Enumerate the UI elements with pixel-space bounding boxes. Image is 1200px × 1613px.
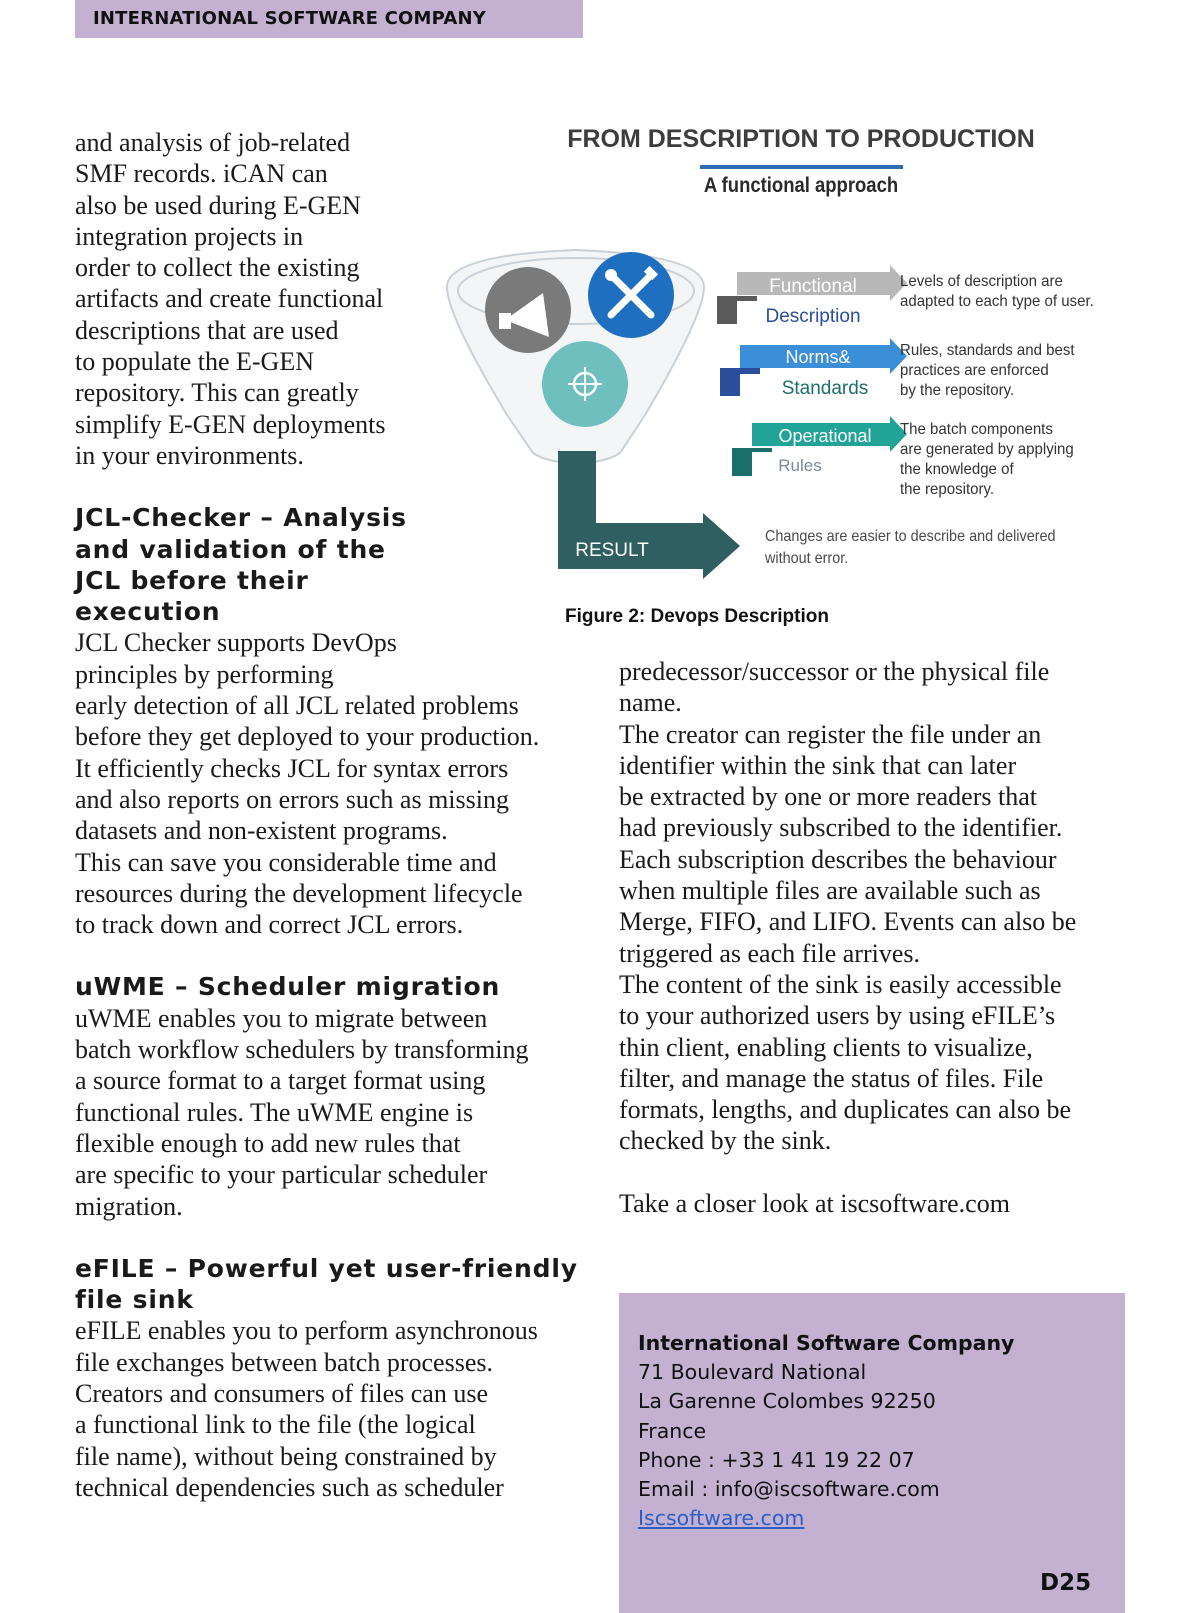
tools-icon xyxy=(588,252,674,338)
arrow-operational-line-1: Operational xyxy=(778,426,872,446)
efile-body: eFILE enables you to perform asynchronous file exchanges between batch processes. Creators and consumers of files can use a functional link to the file (the logical file name), without being constrained by technical dependencies such as scheduler xyxy=(75,1316,538,1502)
arrow-functional-line-2: Description xyxy=(765,306,861,327)
efile-heading: eFILE – Powerful yet user-friendly file sink xyxy=(75,1253,578,1315)
arrow-norms-line-2: Standards xyxy=(781,378,869,399)
contact-phone: Phone : +33 1 41 19 22 07 xyxy=(638,1447,915,1472)
note-operational-line-1: The batch components xyxy=(900,420,1053,439)
contact-box xyxy=(619,1293,1125,1613)
arrow-functional-line-1: Functional xyxy=(769,276,857,297)
devops-figure xyxy=(445,115,1135,645)
right-column xyxy=(619,656,1139,1219)
header-company: INTERNATIONAL SOFTWARE COMPANY xyxy=(93,8,487,29)
contact-street: 71 Boulevard National xyxy=(638,1360,867,1385)
result-note-line-1: Changes are easier to describe and delivered xyxy=(765,527,1056,546)
uwme-body: uWME enables you to migrate between batch workflow schedulers by transforming a source format to a target format using functional rules. The uWME engine is flexible enough to add new rules that are specific to your particular scheduler migration. xyxy=(75,1003,529,1221)
contact-company: International Software Company xyxy=(638,1331,1015,1355)
closing-line: Take a closer look at iscsoftware.com xyxy=(619,1188,1010,1218)
result-note-line-2: without error. xyxy=(765,549,849,568)
website-link[interactable]: Iscsoftware.com xyxy=(638,1506,805,1531)
result-label: RESULT xyxy=(575,540,649,561)
devops-diagram xyxy=(445,115,1135,645)
note-norms-line-2: practices are enforced xyxy=(900,361,1049,380)
figure-caption: Figure 2: Devops Description xyxy=(565,606,829,627)
note-operational-line-2: are generated by applying xyxy=(900,440,1074,459)
figure-title: FROM DESCRIPTION TO PRODUCTION xyxy=(567,125,1035,153)
target-icon xyxy=(542,341,628,427)
arrow-norms-line-1: Norms& xyxy=(785,347,851,367)
arrow-operational-line-2: Rules xyxy=(778,456,822,475)
megaphone-icon xyxy=(485,267,571,353)
jcl-checker-body: JCL Checker supports DevOps principles by performing early detection of all JCL related problems before they get deployed to your production. It efficiently checks JCL for syntax errors and also reports on errors such as missing datasets and non-existent programs. This can save you considerable time and resources during the development lifecycle to track down and correct JCL errors. xyxy=(75,628,540,940)
note-norms-line-1: Rules, standards and best xyxy=(900,341,1075,360)
header-bar xyxy=(75,0,583,38)
note-operational-line-4: the repository. xyxy=(900,480,995,499)
figure-subtitle: A functional approach xyxy=(703,173,899,198)
note-functional-line-1: Levels of description are xyxy=(900,272,1063,291)
contact-email: Email : info@iscsoftware.com xyxy=(638,1477,940,1502)
page-number: D25 xyxy=(1040,1570,1092,1596)
jcl-checker-heading: JCL-Checker – Analysis and validation of the JCL before their execution xyxy=(75,503,407,627)
contact-country: France xyxy=(638,1418,707,1443)
figure-title-underline xyxy=(700,165,903,169)
contact-city: La Garenne Colombes 92250 xyxy=(638,1389,936,1414)
efile-body-continued: predecessor/successor or the physical file name. The creator can register the file under an identifier within the sink that can later be extracted by one or more readers that had previously subscribed to the identifier. Each subscription describes the behaviour when multiple files are available such as Merge, FIFO, and LIFO. Events can also be triggered as each file arrives. The content of the sink is easily accessible to your authorized users by using eFILE’s thin client, enabling clients to visualize, filter, and manage the status of files. File formats, lengths, and duplicates can also be checked by the sink. xyxy=(619,657,1077,1156)
note-functional-line-2: adapted to each type of user. xyxy=(900,292,1094,311)
note-norms-line-3: by the repository. xyxy=(900,381,1015,400)
uwme-heading: uWME – Scheduler migration xyxy=(75,972,501,1002)
intro-paragraph: and analysis of job-related SMF records. iCAN can also be used during E-GEN integration projects in order to collect the existing artifacts and create functional descriptions that are used to populate the E-GEN repository. This can greatly simplify E-GEN deployments in your environments. xyxy=(75,128,386,470)
note-operational-line-3: the knowledge of xyxy=(900,460,1014,479)
